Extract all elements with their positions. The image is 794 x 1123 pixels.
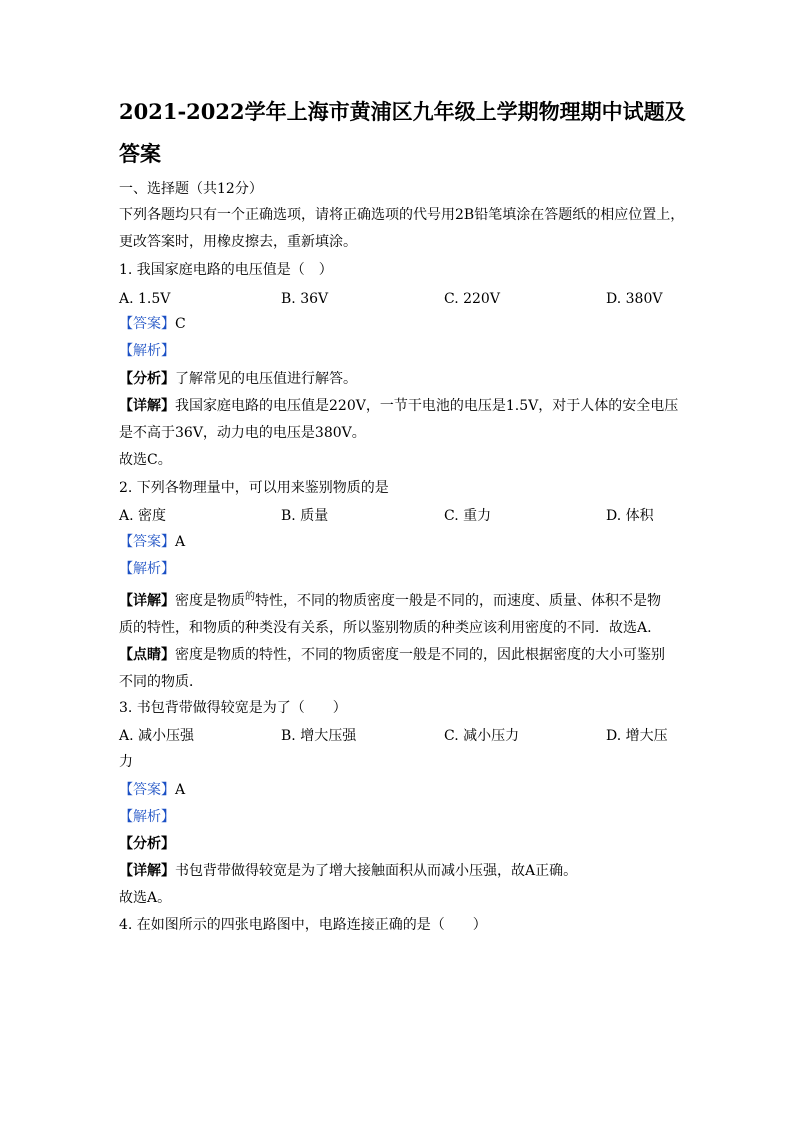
title-line-2: 答案 (119, 141, 161, 166)
detail-tag: 【详解】 (119, 863, 175, 879)
q2-dianjing-line-1 (119, 646, 665, 664)
q1-fenxi-text: 了解常见的电压值进行解答。 (175, 371, 357, 387)
detail-tag: 【详解】 (119, 398, 175, 414)
q2-detail-text-1b: 特性，不同的物质密度一般是不同的，而速度、质量、体积不是物 (255, 593, 661, 609)
q3-answer (119, 781, 185, 799)
answer-tag: 【答案】 (119, 534, 175, 550)
q2-analysis-tag: 【解析】 (119, 561, 175, 577)
q1-option-b: B. 36V (281, 291, 329, 307)
q1-fenxi (119, 370, 357, 388)
q2-option-c: C. 重力 (444, 508, 492, 524)
q2-stem: 2. 下列各物理量中，可以用来鉴别物质的是 (119, 480, 389, 496)
q1-analysis-tag: 【解析】 (119, 343, 175, 359)
answer-tag: 【答案】 (119, 782, 175, 798)
q1-conclusion: 故选C。 (119, 452, 172, 468)
q1-option-d: D. 380V (606, 291, 663, 307)
q2-answer (119, 533, 185, 551)
q1-stem: 1. 我国家庭电路的电压值是（ ） (119, 262, 333, 278)
q3-option-wrap: 力 (119, 754, 133, 770)
q3-fenxi-tag: 【分析】 (119, 836, 175, 852)
q3-detail-text: 书包背带做得较宽是为了增大接触面积从而减小压强，故A正确。 (175, 863, 578, 879)
q1-detail-line-1 (119, 397, 678, 415)
q3-option-a: A. 减小压强 (119, 728, 195, 744)
q1-answer-value: C (175, 316, 186, 332)
q2-option-b: B. 质量 (281, 508, 329, 524)
document-title (119, 91, 699, 175)
q3-analysis-tag: 【解析】 (119, 809, 175, 825)
q1-answer (119, 315, 186, 333)
q2-answer-value: A (175, 534, 186, 550)
q2-detail-text-1a: 密度是物质 (175, 593, 245, 609)
answer-tag: 【答案】 (119, 316, 175, 332)
q2-options (119, 507, 679, 525)
q2-detail-line-2: 质的特性，和物质的种类没有关系，所以鉴别物质的种类应该利用密度的不同．故选A. (119, 620, 652, 636)
q1-options (119, 290, 679, 308)
q1-detail-line-2: 是不高于36V，动力电的电压是380V。 (119, 425, 366, 441)
title-line-1: 2021-2022学年上海市黄浦区九年级上学期物理期中试题及 (119, 99, 686, 124)
q3-answer-value: A (175, 782, 186, 798)
q1-detail-text-1: 我国家庭电路的电压值是220V，一节干电池的电压是1.5V，对于人体的安全电压 (175, 398, 679, 414)
q3-stem: 3. 书包背带做得较宽是为了（ ） (119, 700, 347, 716)
q1-option-a: A. 1.5V (119, 291, 171, 307)
q3-option-b: B. 增大压强 (281, 728, 357, 744)
q2-detail-line-1 (119, 592, 661, 610)
q3-option-c: C. 减小压力 (444, 728, 520, 744)
q3-options (119, 727, 679, 745)
section-heading: 一、选择题（共12分） (119, 181, 263, 197)
q3-option-d: D. 增大压 (606, 728, 668, 744)
q2-dianjing-text-1: 密度是物质的特性，不同的物质密度一般是不同的，因此根据密度的大小可鉴别 (175, 647, 665, 663)
instruction-line-2: 更改答案时，用橡皮擦去，重新填涂。 (119, 234, 357, 250)
q1-option-c: C. 220V (444, 291, 500, 307)
fenxi-tag: 【分析】 (119, 371, 175, 387)
q3-detail (119, 862, 577, 880)
dianjing-tag: 【点睛】 (119, 647, 175, 663)
q2-option-d: D. 体积 (606, 508, 654, 524)
q4-stem: 4. 在如图所示的四张电路图中，电路连接正确的是（ ） (119, 917, 487, 933)
q2-option-a: A. 密度 (119, 508, 167, 524)
q2-dianjing-line-2: 不同的物质． (119, 674, 203, 690)
instruction-line-1: 下列各题均只有一个正确选项，请将正确选项的代号用2B铅笔填涂在答题纸的相应位置上， (119, 207, 685, 223)
q2-detail-superscript: 的 (245, 591, 255, 603)
q3-conclusion: 故选A。 (119, 890, 172, 906)
detail-tag: 【详解】 (119, 593, 175, 609)
